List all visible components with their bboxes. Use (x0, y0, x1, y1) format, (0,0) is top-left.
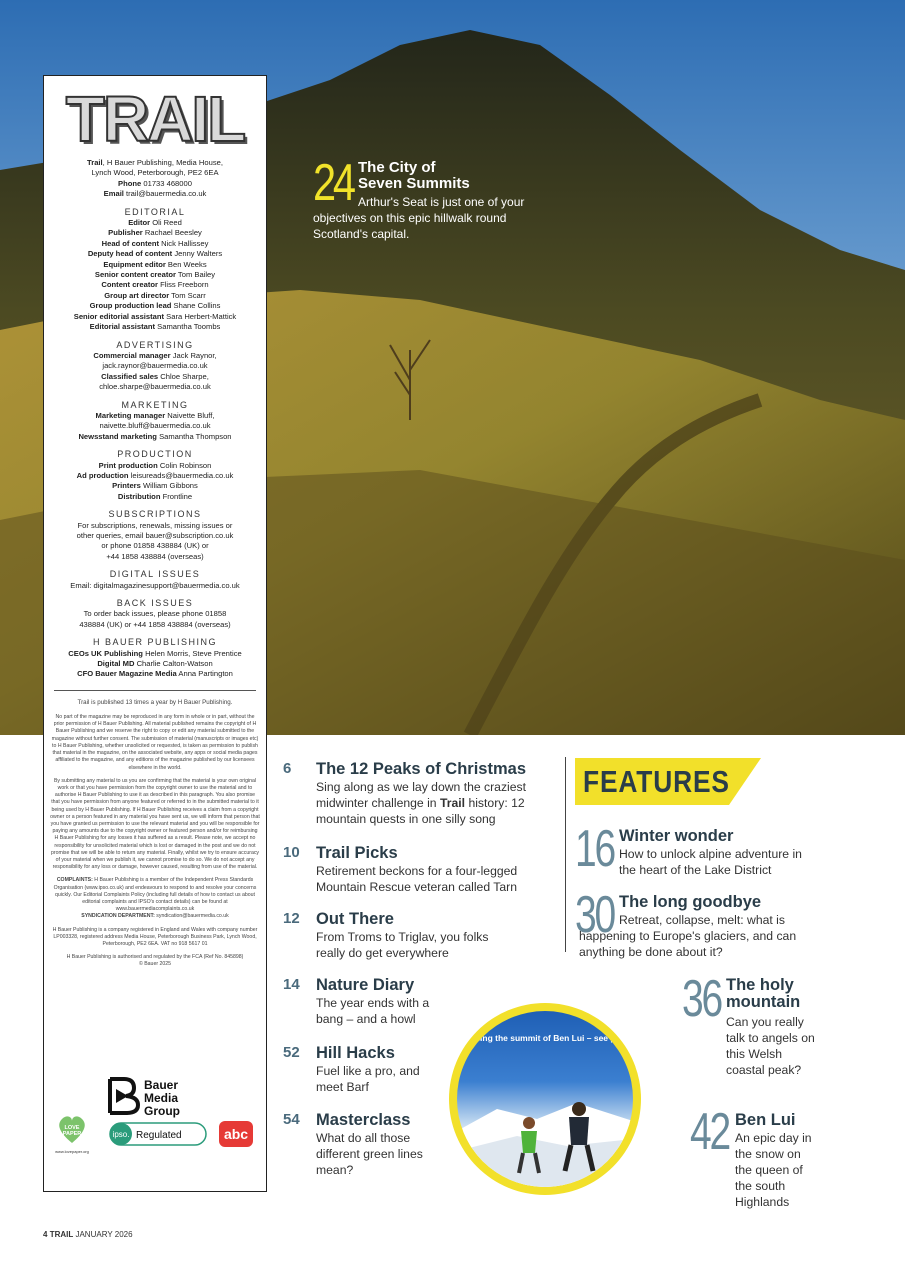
cover-feature-title-1: The City of (358, 159, 436, 176)
regular-number: 12 (283, 910, 300, 927)
love-word: LOVE (64, 1125, 80, 1131)
masthead-panel (43, 75, 267, 1192)
masthead-credit-row: Senior editorial assistant Sara Herbert-Mattick (73, 311, 237, 321)
regular-title: The 12 Peaks of Christmas (316, 760, 527, 778)
legal-paragraph-1: No part of the magazine may be reproduced in any form in whole or in part, without the prior permission of H Bauer Publishing. All material published remains the copyright of H Bauer Publishing and we reserve the right to copy or edit any material submitted to the magazine without further consent. The submission of material (manuscripts or images etc) to H Bauer Publishing, whether unsolicited or requested, is taken as permission to publish that material in the magazine, on the associated website, any apps or social media pages affiliated to the magazine, and any editions of the magazine published by our licensees elsewhere in the world. (51, 714, 259, 771)
regular-number: 14 (283, 976, 300, 993)
bauer-word-1: Bauer (144, 1078, 179, 1092)
regular-title: Out There (316, 910, 394, 928)
legal-text (50, 699, 260, 969)
regular-number: 6 (283, 760, 292, 777)
feature-title: The holy mountain (726, 976, 801, 1011)
complaints-paragraph: COMPLAINTS: H Bauer Publishing is a member of the Independent Press Standards Organisation (www.ipso.co.uk) and endeavours to respond to and resolve your concerns quickly. Our Editorial Complaints Policy (including full details of how to contact us about editorial complaints and IPSO's contact details) can be found at www.bauermediacomplaints.co.uk SYNDICATION DEPARTMENT: syndication@bauermedia.co.uk (53, 877, 257, 920)
masthead-credit-row: Commercial manager Jack Raynor, (93, 350, 217, 360)
masthead-credit-row: Head of content Nick Hallissey (101, 238, 209, 248)
page-number: 4 (43, 1230, 48, 1239)
cover-feature-title-2: Seven Summits (358, 175, 470, 192)
masthead-credit-row: Publisher Rachael Beesley (108, 228, 202, 238)
feature-title: The long goodbye (619, 893, 762, 911)
cover-feature-callout[interactable] (313, 154, 553, 242)
masthead-credit-row: Newsstand marketing Samantha Thompson (78, 431, 232, 441)
publication-frequency: Trail is published 13 times a year by H Bauer Publishing. (77, 698, 233, 706)
masthead-section-heading: PRODUCTION (117, 449, 193, 460)
masthead-section-heading: BACK ISSUES (116, 598, 194, 609)
masthead-section-heading: H BAUER PUBLISHING (92, 637, 218, 648)
legal-paragraph-2: By submitting any material to us you are confirming that the material is your own original work or that you have permission from the copyright owner to use the material and to authorise H Bauer Publishing to use it as described in this paragraph. You also promise that you have permission from anyone featured or referred to in the submitted material to it being used by H Bauer Publishing. If H Bauer Publishing receives a claim from a copyright owner or a person featured in any material you have sent us, we will inform that person that you have granted us permission to use the relevant material and you will be responsible for paying any amounts due to the copyright owner or featured person and/or for reimbursing H Bauer Publishing for any losses it has suffered as a result. Please note, we accept no responsibility for unsolicited material which is lost or damaged in the post and we do not promise that we will be able to return any material. Finally, whilst we try to ensure accuracy of your material when we publish it, we cannot promise to do so. We do not accept any responsibility for any loss or damage, however caused, resulting from use of the material. (50, 777, 260, 871)
masthead-credit-row: Classified sales Chloe Sharpe, (101, 371, 209, 381)
regular-title: Masterclass (316, 1111, 411, 1129)
masthead-divider (54, 690, 256, 691)
abc-word: abc (223, 1126, 249, 1142)
paper-word: PAPER (62, 1131, 82, 1137)
masthead-section-heading: MARKETING (121, 399, 189, 410)
regular-desc: The year ends with a bang – and a howl (316, 996, 430, 1026)
masthead-credit-row: Deputy head of content Jenny Walters (87, 249, 223, 259)
feature-desc: An epic day in the snow on the queen of the south Highlands (735, 1131, 812, 1209)
love-paper-logo (55, 1116, 89, 1154)
masthead-credit-row: Content creator Fliss Freeborn (101, 280, 209, 290)
masthead-credit-row: For subscriptions, renewals, missing issues or (77, 520, 233, 530)
regular-title: Nature Diary (316, 976, 415, 994)
phone-line: Phone 01733 468000 (118, 178, 192, 188)
masthead-credit-row: naivette.bluff@bauermedia.co.uk (99, 421, 211, 431)
feature-desc: Retreat, collapse, melt: what is happening to Europe's glaciers, and can anything be done about it? (579, 913, 797, 959)
masthead-credit-row: Digital MD Charlie Calton-Watson (97, 659, 213, 669)
masthead-credit-row: Email: digitalmagazinesupport@bauermedia.co.uk (70, 580, 240, 590)
footer-brand: TRAIL (49, 1230, 74, 1239)
ipso-word: ipso. (112, 1130, 130, 1139)
masthead-section-heading: SUBSCRIPTIONS (108, 509, 202, 520)
lovepaper-url: www.lovepaper.org (55, 1149, 89, 1154)
company-paragraph: H Bauer Publishing is a company registered in England and Wales with company number LP003328, registered address Media House, Peterborough Business Park, Lynch Wood, Peterborough, PE2 6EA. VAT no 918 5617 01 (52, 926, 258, 947)
masthead-credit-row: CEOs UK Publishing Helen Morris, Steve Prentice (68, 648, 242, 658)
feature-number: 42 (690, 1103, 729, 1161)
masthead-credit-row: jack.raynor@bauermedia.co.uk (102, 361, 208, 371)
masthead-sections (50, 207, 260, 680)
masthead-credit-row: Printers William Gibbons (112, 481, 198, 491)
masthead-credit-row: or phone 01858 438884 (UK) or (101, 541, 209, 551)
regular-title: Trail Picks (316, 844, 398, 862)
regular-desc: Sing along as we lay down the craziest midwinter challenge in Trail history: 12 mountain quests in one silly song (316, 780, 527, 826)
masthead-credit-row: Print production Colin Robinson (98, 460, 212, 470)
masthead-credit-row: Ad production leisureads@bauermedia.co.uk (76, 470, 234, 480)
abc-logo (219, 1121, 253, 1147)
email-line[interactable]: Email trail@bauermedia.co.uk (103, 189, 207, 199)
masthead-credit-row: Marketing manager Naivette Bluff, (95, 410, 215, 420)
trail-logo: TRAIL (65, 83, 245, 155)
bauer-media-group-logo (110, 1078, 180, 1118)
regular-desc: Retirement beckons for a four-legged Mountain Rescue veteran called Tarn (316, 864, 518, 894)
address-line-2: Lynch Wood, Peterborough, PE2 6EA (91, 168, 219, 178)
feature-desc: How to unlock alpine adventure in the heart of the Lake District (619, 847, 802, 877)
regular-title: Hill Hacks (316, 1044, 395, 1062)
regular-item[interactable] (283, 910, 553, 961)
address-line-1: Trail, H Bauer Publishing, Media House, (87, 158, 223, 167)
feature-title: Winter wonder (619, 827, 734, 845)
bauer-word-3: Group (144, 1104, 180, 1118)
footer-issue: JANUARY 2026 (73, 1230, 133, 1239)
regular-number: 10 (283, 844, 300, 861)
masthead-credit-row: Group production lead Shane Collins (89, 301, 221, 311)
regular-desc: Fuel like a pro, and meet Barf (316, 1064, 420, 1094)
page-footer (43, 1230, 133, 1239)
cover-feature-desc: Arthur's Seat is just one of your objectives on this epic hillwalk round Scotland's capital. (313, 195, 525, 241)
masthead-credit-row: Editorial assistant Samantha Toombs (89, 322, 221, 332)
bauer-word-2: Media (144, 1091, 179, 1105)
logo-strip (52, 1073, 260, 1183)
regular-item[interactable] (283, 760, 553, 827)
regular-item[interactable] (283, 844, 553, 895)
masthead-credit-row: Distribution Frontline (117, 491, 193, 501)
fca-paragraph: H Bauer Publishing is authorised and regulated by the FCA (Ref No. 845898) © Bauer 2025 (66, 954, 244, 968)
ben-lui-photo-circle[interactable] (449, 1003, 641, 1195)
ben-lui-photo (457, 1011, 633, 1187)
feature-number: 16 (575, 820, 614, 878)
masthead-credit-row: Editor Oli Reed (128, 218, 182, 228)
feature-number: 30 (575, 886, 614, 944)
regular-desc: From Troms to Triglav, you folks really do get everywhere (316, 930, 489, 960)
regular-number: 52 (283, 1044, 300, 1061)
masthead-credit-row: other queries, email bauer@subscription.co.uk (76, 531, 234, 540)
feature-title: Ben Lui (735, 1111, 796, 1129)
masthead-credit-row: chloe.sharpe@bauermedia.co.uk (99, 382, 211, 392)
cover-feature-number: 24 (313, 154, 353, 212)
regular-number: 54 (283, 1111, 300, 1128)
masthead-credit-row: 438884 (UK) or +44 1858 438884 (overseas) (79, 619, 231, 629)
masthead-credit-row: CFO Bauer Magazine Media Anna Partington (77, 669, 233, 679)
masthead-section-heading: DIGITAL ISSUES (109, 569, 201, 580)
masthead-credit-row: To order back issues, please phone 01858 (83, 609, 227, 619)
feature-desc: Can you really talk to angels on this Welsh coastal peak? (726, 1015, 815, 1077)
masthead-section-heading: ADVERTISING (116, 339, 194, 350)
masthead-section-heading: EDITORIAL (124, 206, 186, 217)
masthead-credit-row: +44 1858 438884 (overseas) (106, 551, 204, 561)
masthead-credit-row: Group art director Tom Scarr (104, 290, 206, 300)
features-banner (575, 758, 761, 805)
regulated-word: Regulated (136, 1130, 182, 1141)
publisher-logos (52, 1073, 258, 1183)
features-heading: FEATURES (583, 764, 730, 799)
masthead-credit-row: Equipment editor Ben Weeks (103, 259, 207, 269)
feature-number: 36 (682, 970, 721, 1028)
ipso-regulated-logo (110, 1123, 206, 1145)
column-divider (565, 757, 566, 952)
regular-desc: What do all those different green lines mean? (316, 1131, 423, 1177)
masthead-credit-row: Senior content creator Tom Bailey (94, 270, 216, 280)
circle-caption: Scaling the summit of Ben Lui – see p42. (462, 1033, 628, 1043)
